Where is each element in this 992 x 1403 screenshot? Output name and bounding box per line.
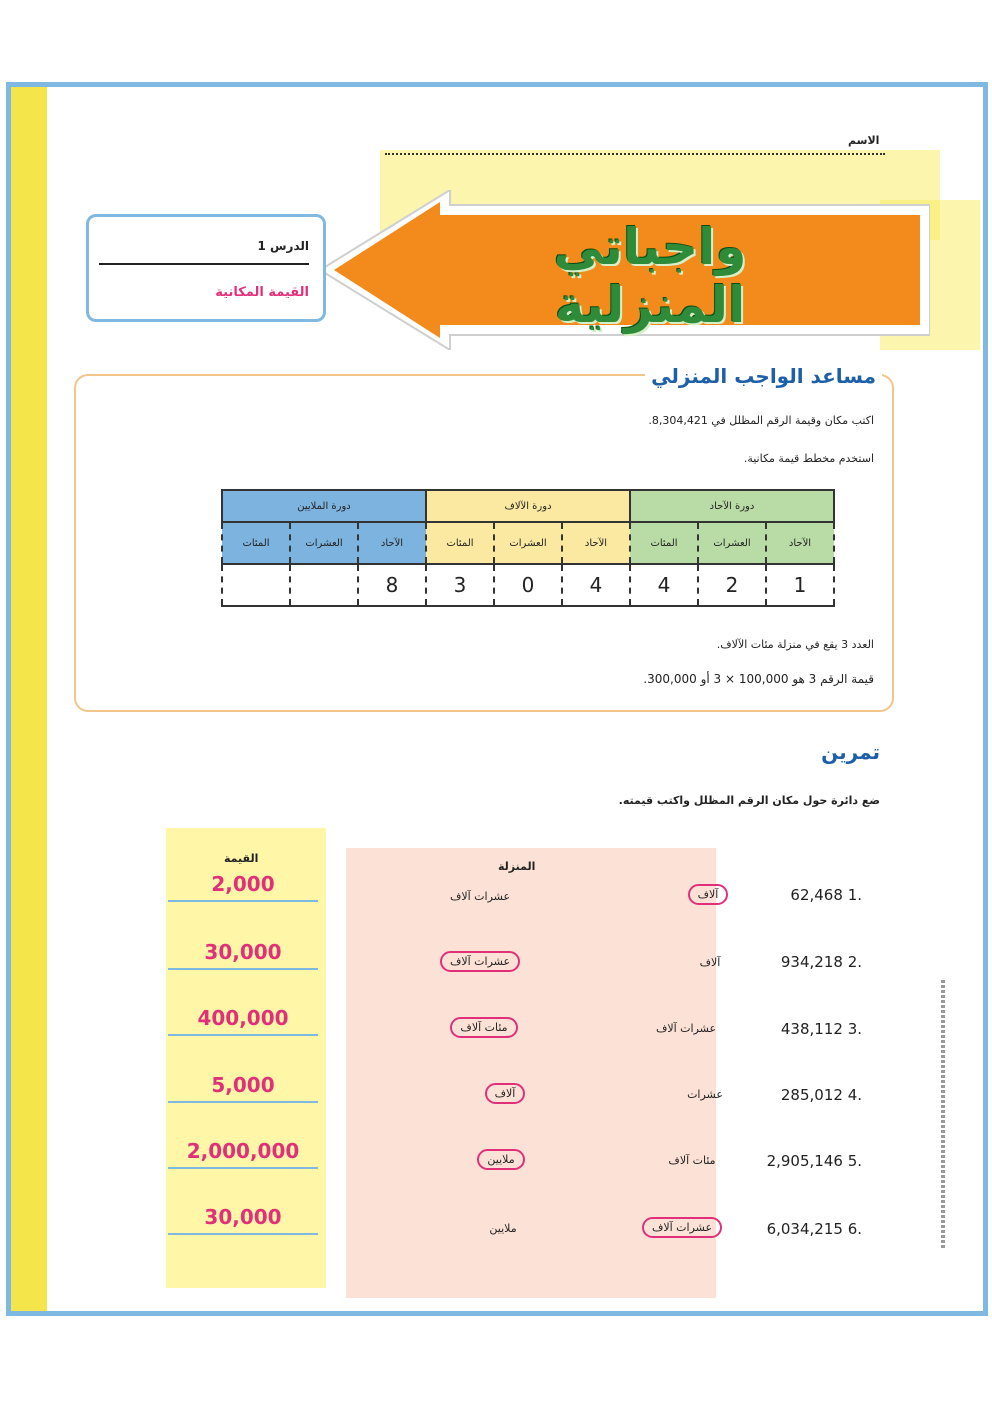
helper-instruction: اكتب مكان وقيمة الرقم المظلل في 8,304,421. xyxy=(648,414,874,427)
answer-value[interactable]: 400,000 xyxy=(168,1006,318,1036)
divider xyxy=(99,263,309,265)
place-header: المئات xyxy=(426,522,494,564)
option[interactable]: مئات آلاف xyxy=(668,1154,716,1167)
option[interactable]: ملايين xyxy=(489,1222,517,1235)
digit-cell xyxy=(222,564,290,606)
place-header: الآحاد xyxy=(766,522,834,564)
option[interactable]: عشرات xyxy=(687,1088,723,1101)
position-header: المنزلة xyxy=(498,860,536,873)
exercise-number: 285,012 4. xyxy=(780,1086,862,1104)
period-thousands: دورة الآلاف xyxy=(426,490,630,522)
option[interactable]: آلاف xyxy=(699,956,721,969)
exercise-number: 934,218 2. xyxy=(780,953,862,971)
exercise-number: 2,905,146 5. xyxy=(766,1152,862,1170)
answer-value[interactable]: 2,000 xyxy=(168,872,318,902)
lesson-number: الدرس 1 xyxy=(257,239,309,253)
period-millions: دورة الملايين xyxy=(222,490,426,522)
helper-note-place: العدد 3 يقع في منزلة مئات الآلاف. xyxy=(716,638,874,651)
value-header: القيمة xyxy=(224,852,259,865)
option[interactable]: عشرات آلاف xyxy=(655,1022,717,1035)
vertical-copyright-text xyxy=(938,980,948,1250)
name-input-line[interactable] xyxy=(385,153,885,155)
digit-cell: 4 xyxy=(630,564,698,606)
helper-note-value: قيمة الرقم 3 هو 100,000 × 3 أو 300,000. xyxy=(643,672,874,686)
option-circled[interactable]: عشرات آلاف xyxy=(422,955,538,968)
practice-title: تمرين xyxy=(821,740,880,764)
place-header: العشرات xyxy=(290,522,358,564)
helper-title: مساعد الواجب المنزلي xyxy=(645,364,882,388)
digit-cell: 8 xyxy=(358,564,426,606)
practice-instruction: ضع دائرة حول مكان الرقم المظلل واكتب قيمته. xyxy=(618,794,880,807)
exercise-number: 62,468 1. xyxy=(790,886,862,904)
lesson-name: القيمة المكانية xyxy=(215,285,309,300)
option-circled[interactable]: آلاف xyxy=(470,1087,540,1100)
place-value-chart xyxy=(221,489,835,607)
answer-value[interactable]: 2,000,000 xyxy=(168,1139,318,1169)
lesson-card xyxy=(86,214,326,322)
name-label: الاسم xyxy=(848,134,880,147)
exercise-number: 6,034,215 6. xyxy=(766,1220,862,1238)
option-circled[interactable]: عشرات آلاف xyxy=(626,1221,738,1234)
option-circled[interactable]: آلاف xyxy=(668,888,748,901)
answer-value[interactable]: 30,000 xyxy=(168,940,318,970)
left-color-strip xyxy=(11,87,47,1311)
page-title: واجباتي المنزلية xyxy=(553,218,747,334)
digit-cell: 2 xyxy=(698,564,766,606)
period-ones: دورة الآحاد xyxy=(630,490,834,522)
place-header: العشرات xyxy=(494,522,562,564)
place-header: الآحاد xyxy=(562,522,630,564)
answer-value[interactable]: 5,000 xyxy=(168,1073,318,1103)
option-circled[interactable]: ملايين xyxy=(466,1153,536,1166)
answer-value[interactable]: 30,000 xyxy=(168,1205,318,1235)
place-header: المئات xyxy=(630,522,698,564)
digit-cell: 1 xyxy=(766,564,834,606)
exercise-number: 438,112 3. xyxy=(780,1020,862,1038)
place-header: العشرات xyxy=(698,522,766,564)
option-circled[interactable]: مئات آلاف xyxy=(432,1021,536,1034)
digit-cell xyxy=(290,564,358,606)
digit-cell: 0 xyxy=(494,564,562,606)
place-header: المئات xyxy=(222,522,290,564)
digit-cell: 4 xyxy=(562,564,630,606)
option[interactable]: عشرات آلاف xyxy=(449,890,511,903)
place-header: الآحاد xyxy=(358,522,426,564)
digit-cell: 3 xyxy=(426,564,494,606)
helper-hint: استخدم مخطط قيمة مكانية. xyxy=(743,452,874,465)
